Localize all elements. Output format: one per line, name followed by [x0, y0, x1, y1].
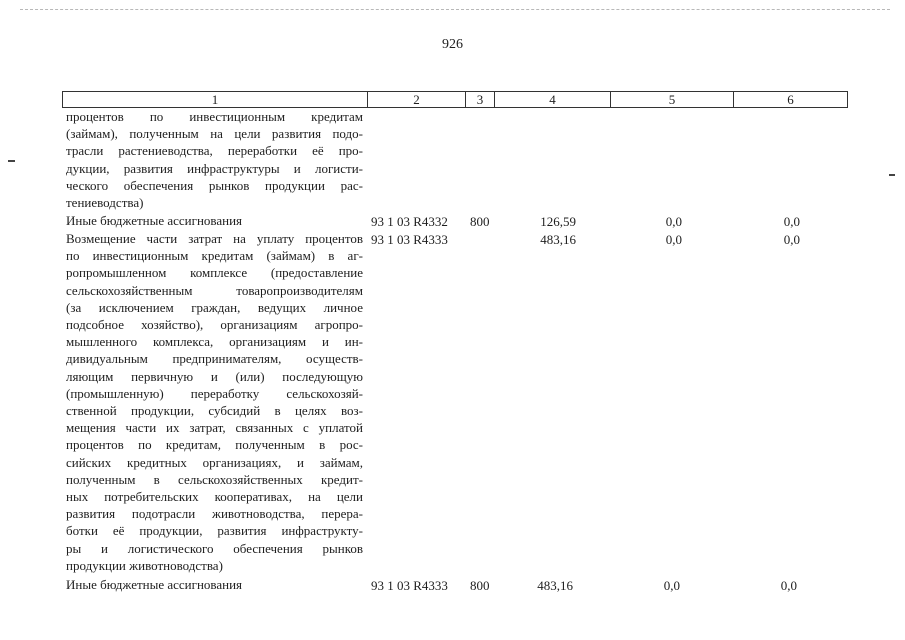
description-line: по инвестиционным кредитам (займам) в аг-: [66, 248, 363, 264]
description-line: (займам), полученным на цели развития подо-: [66, 126, 363, 142]
column-header-6: 6: [787, 92, 794, 107]
row-1-code: 93 1 03 R4332: [371, 214, 448, 229]
description-line: Иные бюджетные ассигнования: [66, 213, 243, 228]
description-line: ственной продукции, субсидий в целях воз-: [66, 403, 363, 419]
description-line: процентов по инвестиционным кредитам: [66, 109, 363, 124]
table-row-other-allocations-1-description: [66, 212, 363, 229]
description-line: мещения части их затрат, связанных с уплатой: [66, 420, 363, 436]
description-line: трасли растениеводства, переработки её про-: [66, 143, 363, 159]
table-header-row: [62, 91, 848, 108]
column-header-5: 5: [611, 92, 734, 107]
row-3-value-6: 0,0: [780, 578, 797, 593]
row-2-code: 93 1 03 R4333: [371, 232, 448, 247]
column-header-4: 4: [495, 92, 611, 107]
description-line: дукции, развития инфраструктуры и логисти-: [66, 160, 363, 176]
column-header-2: 2: [368, 92, 466, 107]
description-line: сельскохозяйственным товаропроизводителям: [66, 282, 363, 298]
description-line: (за исключением граждан, ведущих личное: [66, 299, 363, 315]
row-3-type: 800: [470, 578, 490, 593]
description-line: ботки её продукции, развития инфраструкту-: [66, 523, 363, 539]
table-row-continuation-description: [66, 108, 363, 211]
row-3-value-5: 0,0: [663, 578, 680, 593]
row-1-value-5: 0,0: [665, 214, 682, 229]
description-line: Возмещение части затрат на уплату процентов: [66, 231, 363, 246]
description-line: тениеводства): [66, 195, 144, 211]
row-2-value-6: 0,0: [783, 232, 800, 247]
description-line: подсобное хозяйство), организациям агропро-: [66, 317, 363, 333]
description-line: ропромышленном комплексе (предоставление: [66, 265, 363, 281]
row-2-value-5: 0,0: [665, 232, 682, 247]
description-line: продукции животноводства): [66, 557, 223, 573]
description-line: ляющим первичную и (или) последующую: [66, 368, 363, 384]
table-row-compensation-interest-description: [66, 230, 363, 574]
row-1-value-6: 0,0: [783, 214, 800, 229]
column-header-1: 1: [63, 92, 368, 107]
row-1-type: 800: [470, 214, 490, 229]
description-line: ных потребительских кооперативах, на цели: [66, 489, 363, 505]
description-line: дивидуальным предпринимателям, осуществ-: [66, 351, 363, 367]
table-row-other-allocations-2-description: [66, 576, 363, 593]
page-top-edge-rule: [20, 9, 890, 10]
description-line: Иные бюджетные ассигнования: [66, 577, 243, 592]
description-line: мышленного комплекса, организациям и ин-: [66, 334, 363, 350]
description-line: полученным в сельскохозяйственных кредит-: [66, 471, 363, 487]
description-line: (промышленную) переработку сельскохозяй-: [66, 385, 363, 401]
scan-margin-mark-left: [8, 160, 15, 162]
description-line: ры и логистического обеспечения рынков: [66, 540, 363, 556]
row-2-value-4: 483,16: [540, 232, 576, 247]
column-header-3: 3: [466, 92, 495, 107]
scan-margin-mark-right: [889, 174, 895, 176]
description-line: ческого обеспечения рынков продукции рас-: [66, 177, 363, 193]
description-line: процентов по кредитам, полученным в рос-: [66, 437, 363, 453]
row-3-code: 93 1 03 R4333: [371, 578, 448, 593]
row-3-value-4: 483,16: [537, 578, 573, 593]
row-1-value-4: 126,59: [540, 214, 576, 229]
description-line: развития подотрасли животноводства, перера-: [66, 506, 363, 522]
page-number: 926: [442, 37, 463, 52]
description-line: сийских кредитных организациях, и займам,: [66, 454, 363, 470]
